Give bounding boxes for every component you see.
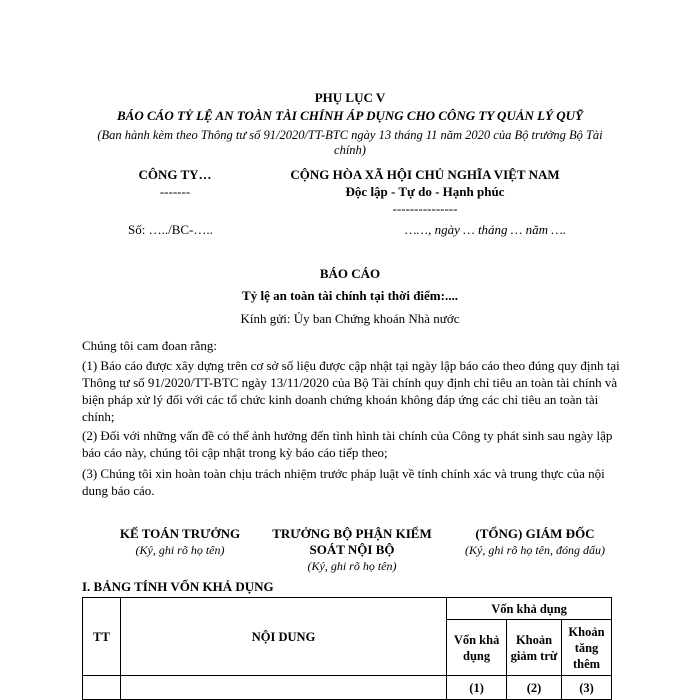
header-content: NỘI DUNG xyxy=(120,598,446,676)
signature-note: (Ký, ghi rõ họ tên) xyxy=(135,543,225,557)
col-number-2: (2) xyxy=(507,676,562,700)
header-addition: Khoản tăng thêm xyxy=(562,620,612,676)
col-number-3: (3) xyxy=(562,676,612,700)
company-divider: ------- xyxy=(159,184,191,199)
header-group-available-capital: Vốn khả dụng xyxy=(447,598,612,620)
appendix-title: PHỤ LỤC V xyxy=(314,90,386,105)
signature-title: KẾ TOÁN TRƯỞNG xyxy=(119,526,241,541)
signature-note: (Ký, ghi rõ họ tên) xyxy=(307,559,397,573)
signature-title: (TỔNG) GIÁM ĐỐC xyxy=(475,526,595,541)
nation-name: CỘNG HÒA XÃ HỘI CHỦ NGHĨA VIỆT NAM xyxy=(290,167,560,182)
header-available-capital: Vốn khả dụng xyxy=(447,620,507,676)
signature-director xyxy=(440,526,630,558)
signature-note: (Ký, ghi rõ họ tên, đóng dấu) xyxy=(465,543,605,557)
header-deduction: Khoản giảm trừ xyxy=(507,620,562,676)
company-block xyxy=(100,166,250,200)
document-number: Số: …../BC-….. xyxy=(128,222,213,237)
table-cell xyxy=(120,676,446,700)
signature-chief-accountant xyxy=(95,526,265,558)
body-paragraph-3: (3) Chúng tôi xin hoàn toàn chịu trách nhiệm trước pháp luật về tính chính xác và trung thực của nội dung báo cáo. xyxy=(82,466,605,498)
table-cell xyxy=(83,676,121,700)
document-subtitle: BÁO CÁO TỶ LỆ AN TOÀN TÀI CHÍNH ÁP DỤNG CHO CÔNG TY QUẢN LÝ QUỸ xyxy=(117,108,583,123)
body-paragraph-2: (2) Đối với những vấn đề có thể ảnh hưởng đến tình hình tài chính của Công ty phát sinh sau ngày lập báo cáo này, chúng tôi cập nhật trong kỳ báo cáo tiếp theo; xyxy=(82,428,613,460)
section-title: I. BẢNG TÍNH VỐN KHẢ DỤNG xyxy=(82,579,274,594)
signature-internal-control xyxy=(262,526,442,574)
body-paragraph-1: (1) Báo cáo được xây dựng trên cơ sở số liệu được cập nhật tại ngày lập báo cáo theo đúng quy định tại Thông tư số 91/2020/TT-BTC ngày 13/11/2020 của Bộ Tài chính quy định chỉ tiêu an toàn tài chính và biện pháp xử lý đối với các tổ chức kinh doanh chứng khoán không đáp ứng các chỉ tiêu an toàn tài chính; xyxy=(82,358,620,424)
nation-block xyxy=(270,166,580,217)
body-intro: Chúng tôi cam đoan rằng: xyxy=(82,338,218,353)
header-tt: TT xyxy=(83,598,121,676)
company-name: CÔNG TY… xyxy=(138,167,212,182)
nation-motto: Độc lập - Tự do - Hạnh phúc xyxy=(345,184,505,199)
capital-table xyxy=(82,597,612,700)
nation-divider: --------------- xyxy=(392,201,458,216)
report-title: BÁO CÁO xyxy=(319,266,381,281)
document-date: ……, ngày … tháng … năm …. xyxy=(405,222,567,237)
report-ratio-line: Tỷ lệ an toàn tài chính tại thời điểm:.... xyxy=(242,288,458,303)
issued-note: (Ban hành kèm theo Thông tư số 91/2020/TT-BTC ngày 13 tháng 11 năm 2020 của Bộ trưởng Bộ Tài chính) xyxy=(97,128,603,157)
col-number-1: (1) xyxy=(447,676,507,700)
signature-title: TRƯỞNG BỘ PHẬN KIỂM SOÁT NỘI BỘ xyxy=(272,526,432,557)
report-recipient: Kính gửi: Ủy ban Chứng khoán Nhà nước xyxy=(240,311,460,326)
